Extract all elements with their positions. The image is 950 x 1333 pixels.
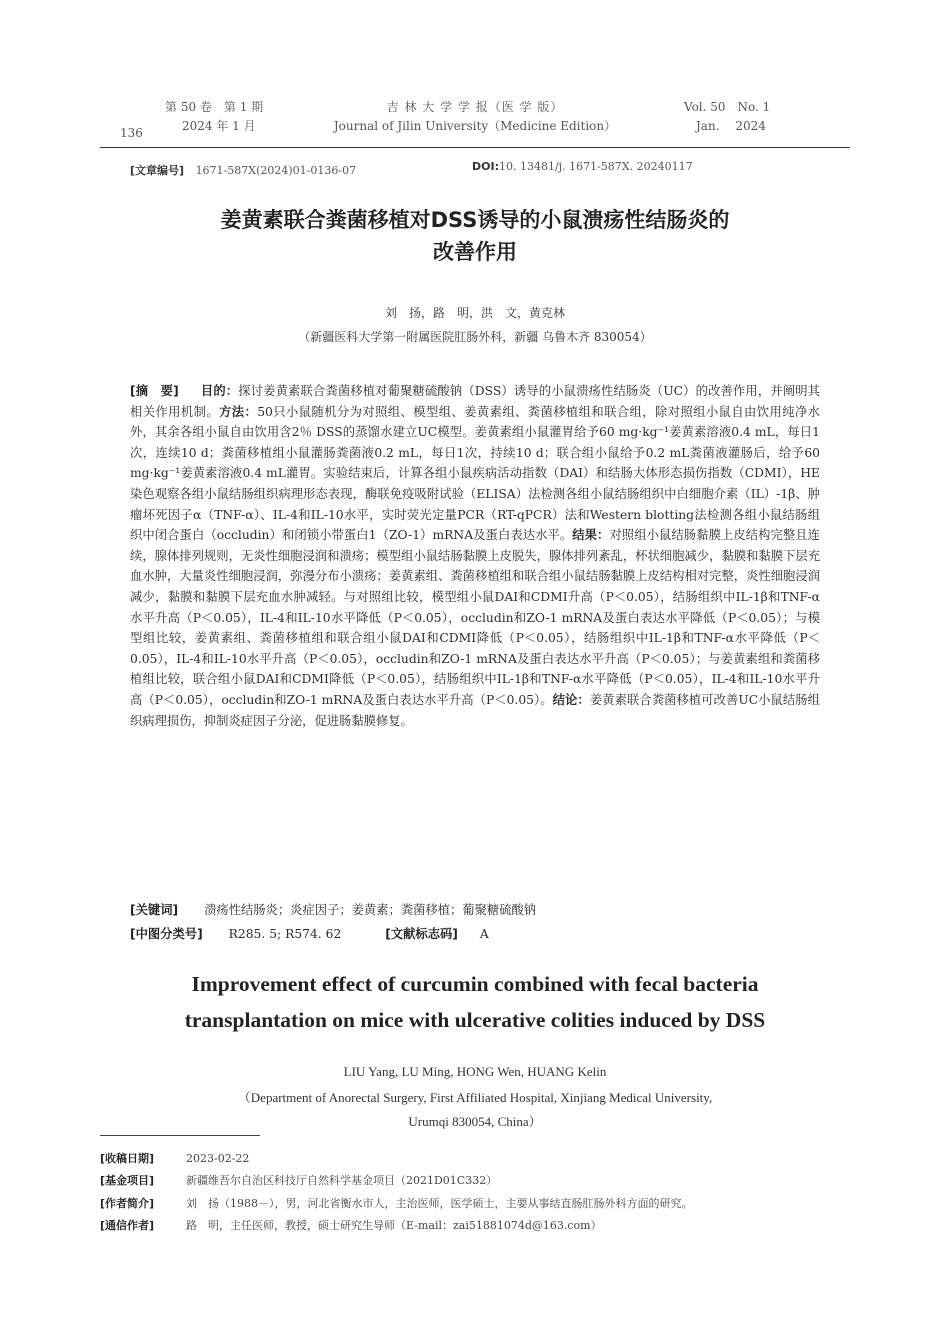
title-cn [100, 204, 850, 268]
affiliation-en [100, 1086, 850, 1134]
footnote-value: 刘 扬（1988－），男，河北省衡水市人，主治医师，医学硕士，主要从事结直肠肛肠外科方面的研究。 [186, 1197, 693, 1210]
title-cn-line1: 姜黄素联合粪菌移植对DSS诱导的小鼠溃疡性结肠炎的 [220, 208, 730, 232]
methods-text: 50只小鼠随机分为对照组、模型组、姜黄素组、粪菌移植组和联合组，除对照组小鼠自由饮用纯净水外，其余各组小鼠自由饮用含2％ DSS的蒸馏水建立UC模型。姜黄素组小鼠灌胃给予60 mg·kg⁻¹姜黄素溶液0.4 mL，每日1次，连续10 d；粪菌移植组小鼠灌肠粪菌液0.2 mL，每日1次，持续10 d；联合组小鼠给予0.2 mL粪菌液灌肠后，给予60 mg·kg⁻¹姜黄素溶液0.4 mL灌胃。实验结束后，计算各组小鼠疾病活动指数（DAI）和结肠大体形态损伤指数（CDMI），HE染色观察各组小鼠结肠组织病理形态表现，酶联免疫吸附试验（ELISA）法检测各组小鼠结肠组织中白细胞介素（IL）-1β、肿瘤坏死因子α（TNF-α）、IL-4和IL-10水平，实时荧光定量PCR（RT-qPCR）法和Western blotting法检测各组小鼠结肠组织中闭合蛋白（occludin）和闭锁小带蛋白1（ZO-1）mRNA及蛋白表达水平。 [130, 404, 820, 543]
footnote-rule [100, 1135, 260, 1136]
date-en: Jan. 2024 [696, 119, 766, 133]
date-cn: 2024 年 1 月 [182, 119, 256, 133]
methods-label: 方法： [219, 403, 258, 419]
footnote-corresponding [100, 1219, 602, 1233]
conclusion-text: 姜黄素联合粪菌移植可改善UC小鼠结肠组织病理损伤，抑制炎症因子分泌，促进肠黏膜修复。 [130, 692, 820, 728]
abstract [130, 381, 820, 731]
abstract-label: [摘 要] [130, 384, 179, 398]
volume-cn: 第 50 卷 第 1 期 [165, 100, 264, 114]
footnote-value: 2023-02-22 [186, 1152, 250, 1165]
footnote-label: [作者简介] [100, 1197, 155, 1210]
header-left [165, 98, 315, 136]
authors-en: LIU Yang, LU Ming, HONG Wen, HUANG Kelin [343, 1064, 607, 1079]
volume-en: Vol. 50 No. 1 [684, 100, 771, 114]
journal-en: Journal of Jilin University（Medicine Edition） [333, 119, 617, 133]
header-right [684, 98, 794, 136]
article-number: 1671-587X(2024)01-0136-07 [195, 164, 357, 177]
page-number: 136 [120, 126, 143, 140]
title-cn-line2: 改善作用 [433, 240, 517, 264]
affiliation-cn: （新疆医科大学第一附属医院肛肠外科，新疆 乌鲁木齐 830054） [298, 330, 652, 344]
doc-code-value: A [479, 927, 489, 941]
keywords-label: [关键词] [130, 903, 179, 917]
doi-label: DOI: [472, 160, 499, 173]
conclusion-label: 结论： [552, 691, 590, 707]
doi-line [472, 160, 693, 173]
title-en-line2: transplantation on mice with ulcerative colities induced by DSS [184, 1008, 766, 1032]
journal-cn: 吉 林 大 学 学 报（医 学 版） [386, 100, 564, 114]
footnote-label: [收稿日期] [100, 1152, 155, 1165]
article-number-line [130, 162, 356, 178]
footnote-label: [基金项目] [100, 1174, 155, 1187]
results-text: 对照组小鼠结肠黏膜上皮结构完整且连续，腺体排列规则，无炎性细胞浸润和溃疡；模型组小鼠结肠黏膜上皮脱失，腺体排列紊乱，杯状细胞减少，黏膜和黏膜下层充血水肿，大量炎性细胞浸润，弥漫分布小溃疡；姜黄素组、粪菌移植组和联合组小鼠结肠黏膜上皮结构相对完整，炎性细胞浸润减少，黏膜和黏膜下层充血水肿减轻。与对照组比较，模型组小鼠DAI和CDMI升高（P＜0.05），结肠组织中IL-1β和TNF-α水平升高（P＜0.05），IL-4和IL-10水平降低（P＜0.05），occludin和ZO-1 mRNA及蛋白表达水平降低（P＜0.05）；与模型组比较，姜黄素组、粪菌移植组和联合组小鼠DAI和CDMI降低（P＜0.05），结肠组织中IL-1β和TNF-α水平降低（P＜0.05），IL-4和IL-10水平升高（P＜0.05），occludin和ZO-1 mRNA及蛋白表达水平升高（P＜0.05）；与姜黄素组和粪菌移植组比较，联合组小鼠DAI和CDMI降低（P＜0.05），结肠组织中IL-1β和TNF-α水平降低（P＜0.05），IL-4和IL-10水平升高（P＜0.05），occludin和ZO-1 mRNA及蛋白表达水平升高（P＜0.05）。 [130, 528, 820, 707]
keywords-value: 溃疡性结肠炎；炎症因子；姜黄素；粪菌移植；葡聚糖硫酸钠 [204, 903, 537, 917]
header-journal [320, 98, 630, 136]
aim-label: 目的： [200, 383, 239, 398]
classification-line [130, 924, 489, 942]
footnote-funding [100, 1174, 497, 1188]
article-number-label: [文章编号] [130, 164, 185, 177]
title-en [100, 966, 850, 1038]
affiliation-en-line2: Urumqi 830054, China） [408, 1114, 542, 1129]
footnote-value: 路 明，主任医师，教授，硕士研究生导师（E-mail：zai51881074d@163.com） [186, 1219, 602, 1232]
aim-text: 探讨姜黄素联合粪菌移植对葡聚糖硫酸钠（DSS）诱导的小鼠溃疡性结肠炎（UC）的改善作用，并阐明其相关作用机制。 [130, 384, 820, 419]
authors-cn: 刘 扬，路 明，洪 文，黄克林 [384, 306, 565, 320]
doi-value: 10. 13481/j. 1671-587X. 20240117 [498, 160, 693, 173]
title-en-line1: Improvement effect of curcumin combined with fecal bacteria [191, 972, 759, 996]
keywords-line [130, 900, 536, 918]
footnote-received [100, 1152, 249, 1166]
footnote-label: [通信作者] [100, 1219, 155, 1232]
affiliation-en-line1: （Department of Anorectal Surgery, First Affiliated Hospital, Xinjiang Medical University, [237, 1090, 713, 1105]
footnote-value: 新疆维吾尔自治区科技厅自然科学基金项目（2021D01C332） [186, 1174, 498, 1187]
classification-label: [中图分类号] [130, 927, 203, 941]
header-rule [100, 147, 850, 148]
footnote-author-bio [100, 1197, 693, 1211]
classification-value: R285. 5; R574. 62 [228, 927, 342, 941]
results-label: 结果： [572, 527, 610, 543]
doc-code-label: [文献标志码] [385, 927, 458, 941]
